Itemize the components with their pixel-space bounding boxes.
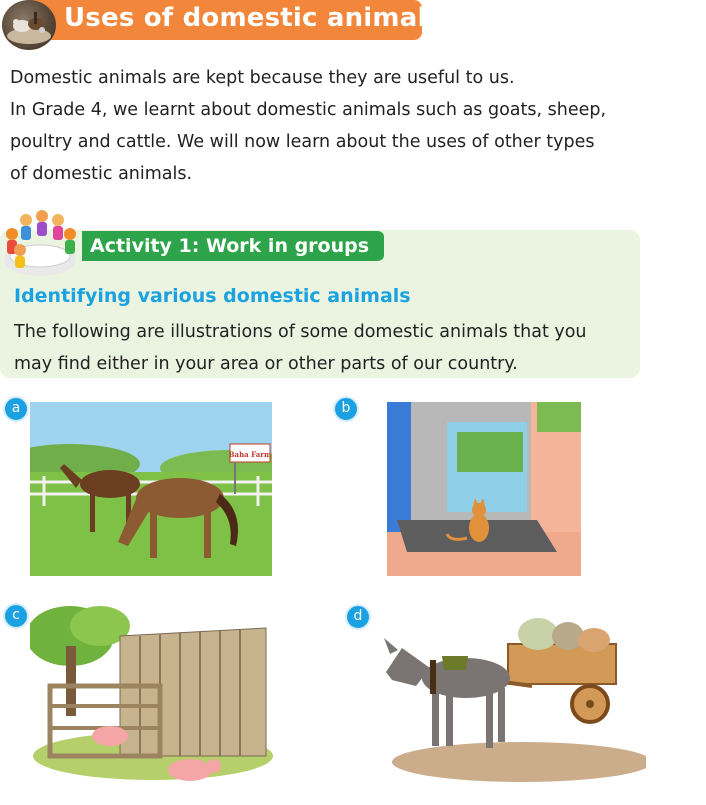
activity-body [14, 316, 634, 380]
activity-body-line: may find either in your area or other parts of our country. [14, 354, 518, 374]
intro-line: Domestic animals are kept because they are useful to us. [10, 68, 515, 88]
donkey-cart-illustration [372, 612, 646, 794]
activity-body-line: The following are illustrations of some domestic animals that you [14, 322, 587, 342]
activity-tag: Activity 1: Work in groups [82, 231, 384, 261]
intro-line: of domestic animals. [10, 164, 193, 184]
horses-illustration [30, 402, 272, 576]
intro-line: In Grade 4, we learnt about domestic animals such as goats, sheep, [10, 100, 607, 120]
intro-line: poultry and cattle. We will now learn about the uses of other types [10, 132, 595, 152]
animals-logo-icon [2, 0, 56, 50]
farm-sign-text: Baha Farm [228, 450, 272, 459]
activity-heading: Identifying various domestic animals [14, 285, 411, 307]
figure-label-c: c [3, 603, 29, 629]
intro-paragraph [10, 62, 690, 190]
section-title [0, 0, 443, 42]
pigs-sty-illustration [30, 606, 276, 788]
figure-label-a: a [3, 396, 29, 422]
cat-doorway-illustration [387, 402, 581, 576]
group-work-icon [0, 204, 84, 280]
figure-label-b: b [333, 396, 359, 422]
page-title: Uses of domestic animals [64, 3, 443, 33]
figure-label-d: d [345, 604, 371, 630]
